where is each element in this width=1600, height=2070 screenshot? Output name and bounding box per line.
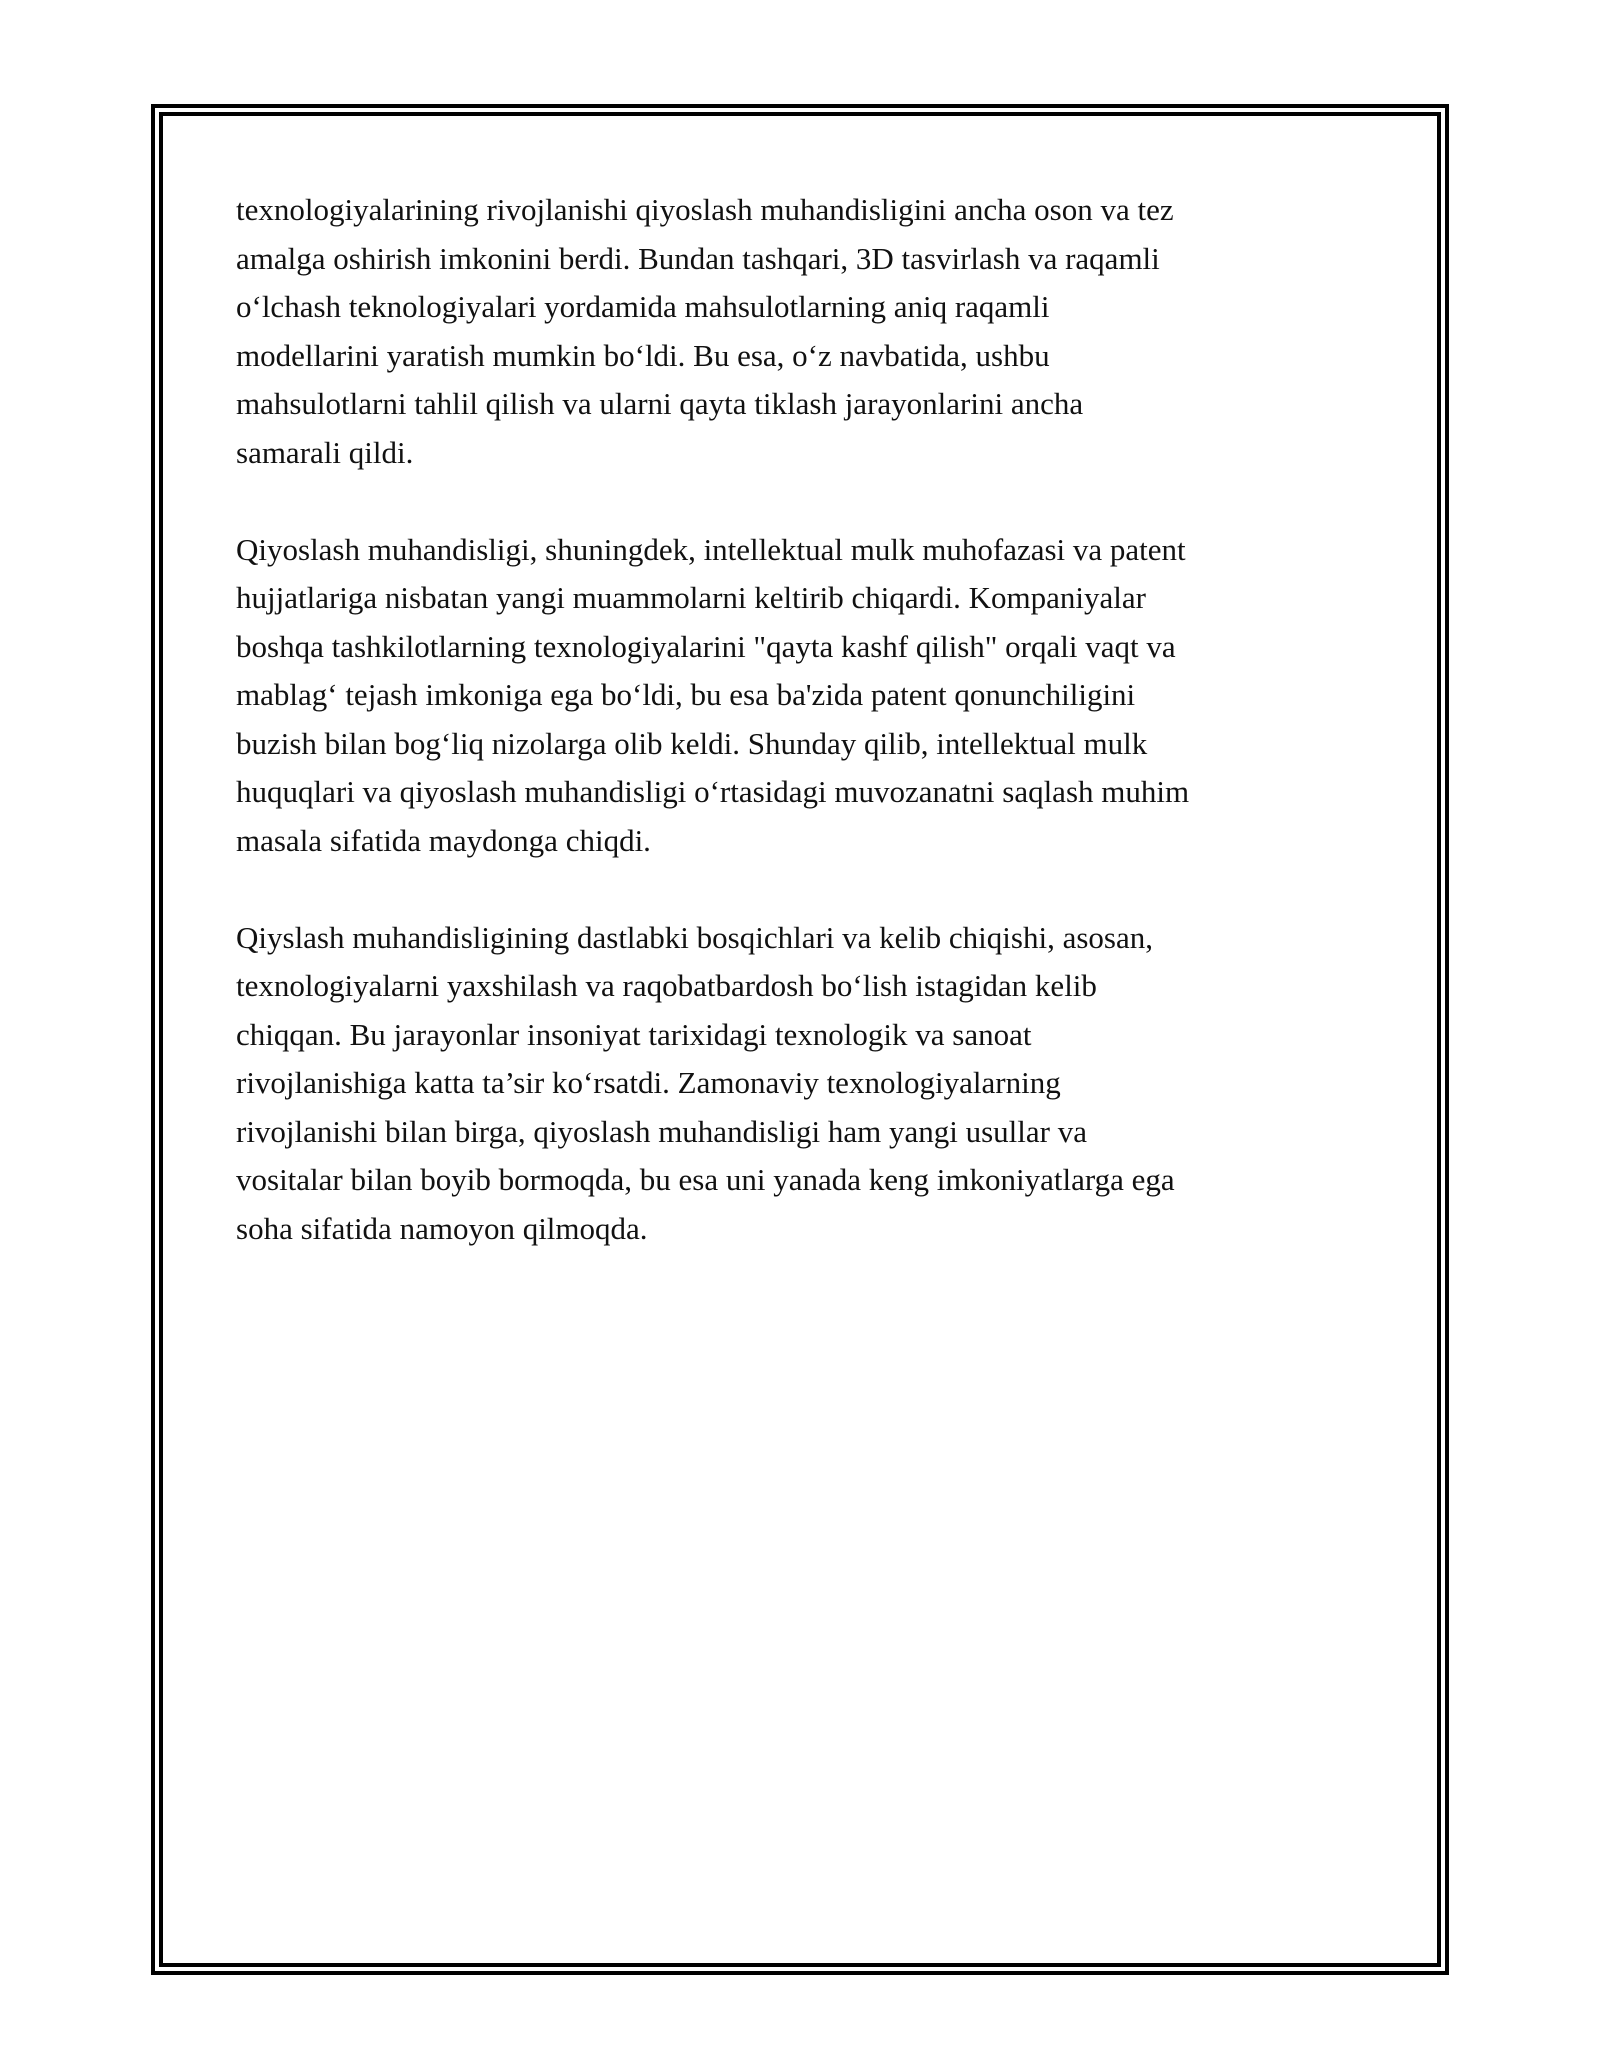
text-line: boshqa tashkilotlarning texnologiyalarini "qayta kashf qilish" orqali vaqt va [236, 628, 1176, 664]
text-line: samarali qildi. [236, 434, 414, 470]
text-line: Qiyoslash muhandisligi, shuningdek, intellektual mulk muhofazasi va patent [236, 531, 1186, 567]
text-line: texnologiyalarining rivojlanishi qiyoslash muhandisligini ancha oson va tez [236, 192, 1174, 227]
text-line: mahsulotlarni tahlil qilish va ularni qayta tiklash jarayonlarini ancha [236, 386, 1084, 421]
text-line: huquqlari va qiyoslash muhandisligi o‘rtasidagi muvozanatni saqlash muhim [236, 774, 1190, 809]
text-line: mablag‘ tejash imkoniga ega bo‘ldi, bu esa ba'zida patent qonunchiligini [236, 677, 1136, 712]
text-line: o‘lchash teknologiyalari yordamida mahsulotlarning aniq raqamli [236, 289, 1050, 324]
text-line: vositalar bilan boyib bormoqda, bu esa uni yanada keng imkoniyatlarga ega [236, 1162, 1175, 1197]
paragraph-1 [236, 186, 1376, 477]
paragraph-2 [236, 526, 1376, 866]
text-line: amalga oshirish imkonini berdi. Bundan tashqari, 3D tasvirlash va raqamli [236, 240, 1160, 276]
paragraph-3 [236, 914, 1376, 1254]
text-line: Qiyslash muhandisligining dastlabki bosqichlari va kelib chiqishi, asosan, [236, 919, 1153, 955]
text-line: soha sifatida namoyon qilmoqda. [236, 1210, 648, 1246]
text-line: chiqqan. Bu jarayonlar insoniyat tarixidagi texnologik va sanoat [236, 1016, 1032, 1052]
text-line: masala sifatida maydonga chiqdi. [236, 822, 651, 858]
text-line: hujjatlariga nisbatan yangi muammolarni keltirib chiqardi. Kompaniyalar [236, 580, 1146, 615]
text-line: texnologiyalarni yaxshilash va raqobatbardosh bo‘lish istagidan kelib [236, 968, 1097, 1003]
text-line: buzish bilan bog‘liq nizolarga olib keldi. Shunday qilib, intellektual mulk [236, 725, 1148, 761]
document-body [236, 186, 1376, 1302]
text-line: rivojlanishiga katta ta’sir ko‘rsatdi. Zamonaviy texnologiyalarning [236, 1065, 1061, 1100]
text-line: modellarini yaratish mumkin bo‘ldi. Bu esa, o‘z navbatida, ushbu [236, 337, 1050, 373]
text-line: rivojlanishi bilan birga, qiyoslash muhandisligi ham yangi usullar va [236, 1113, 1087, 1149]
